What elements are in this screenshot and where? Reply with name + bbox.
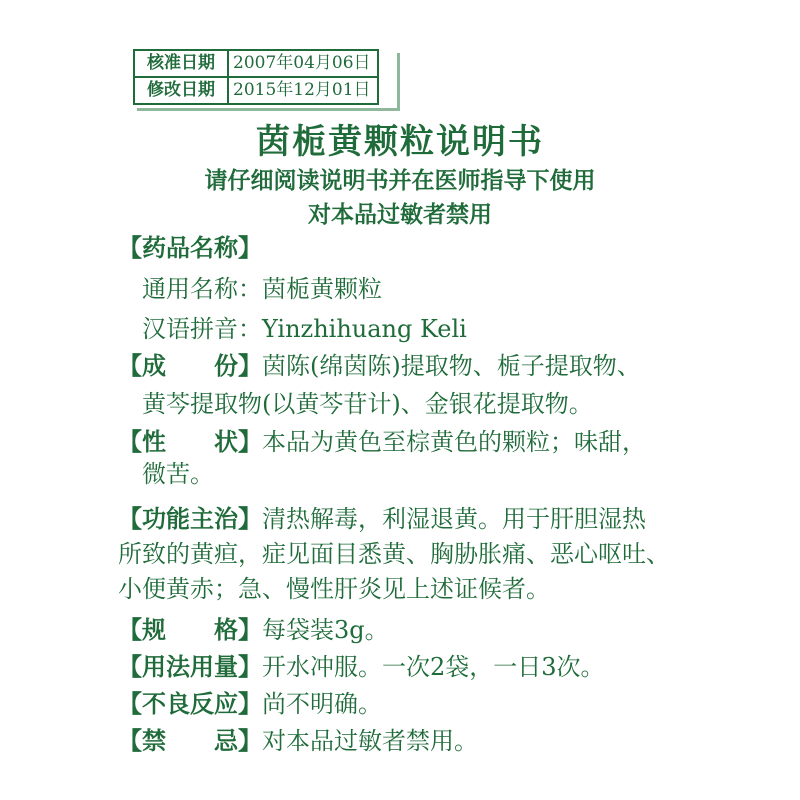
ingredients-text-1: 茵陈(绵茵陈)提取物、栀子提取物、 (262, 352, 641, 380)
approve-date-label: 核准日期 (134, 50, 228, 77)
spec-line (118, 614, 389, 646)
date-table (133, 49, 379, 105)
appearance-line-1 (118, 426, 646, 458)
indications-line-2: 所致的黄疸，症见面目悉黄、胸胁胀痛、恶心呕吐、 (118, 540, 670, 568)
contraindication-text: 对本品过敏者禁用。 (262, 727, 478, 755)
appearance-text-1: 本品为黄色至棕黄色的颗粒；味甜， (262, 428, 646, 456)
adverse-text: 尚不明确。 (262, 690, 382, 718)
spec-label: 【规 格】 (118, 616, 262, 644)
document-title: 茵栀黄颗粒说明书 (256, 122, 544, 162)
drug-name-label: 【药品名称】 (118, 234, 262, 262)
usage-text: 开水冲服。一次2袋，一日3次。 (262, 653, 605, 681)
spec-text: 每袋装3g。 (262, 616, 389, 644)
usage-label: 【用法用量】 (118, 653, 262, 681)
ingredients-line-2: 黄芩提取物(以黄芩苷计)、金银花提取物。 (142, 390, 593, 418)
pinyin-line: 汉语拼音：Yinzhihuang Keli (142, 315, 467, 343)
revise-date-value: 2015年12月01日 (228, 77, 378, 104)
appearance-line-2: 微苦。 (142, 460, 214, 488)
approve-date-value: 2007年04月06日 (228, 50, 378, 77)
instruction-notice: 请仔细阅读说明书并在医师指导下使用 (204, 168, 596, 194)
appearance-label: 【性 状】 (118, 428, 262, 456)
approve-date-row (134, 50, 378, 77)
adverse-line (118, 688, 382, 720)
drug-name-heading (118, 232, 262, 264)
adverse-label: 【不良反应】 (118, 690, 262, 718)
indications-line-3: 小便黄赤；急、慢性肝炎见上述证候者。 (118, 575, 550, 603)
indications-text-1: 清热解毒，利湿退黄。用于肝胆湿热 (262, 505, 646, 533)
usage-line (118, 651, 605, 683)
ingredients-line-1 (118, 350, 641, 382)
indications-label: 【功能主治】 (118, 505, 262, 533)
ingredients-label: 【成 份】 (118, 352, 262, 380)
contraindication-line (118, 725, 478, 757)
revise-date-label: 修改日期 (134, 77, 228, 104)
generic-name-line: 通用名称：茵栀黄颗粒 (142, 275, 382, 303)
allergy-notice: 对本品过敏者禁用 (308, 202, 492, 228)
revise-date-row (134, 77, 378, 104)
indications-line-1 (118, 503, 646, 535)
contraindication-label: 【禁 忌】 (118, 727, 262, 755)
